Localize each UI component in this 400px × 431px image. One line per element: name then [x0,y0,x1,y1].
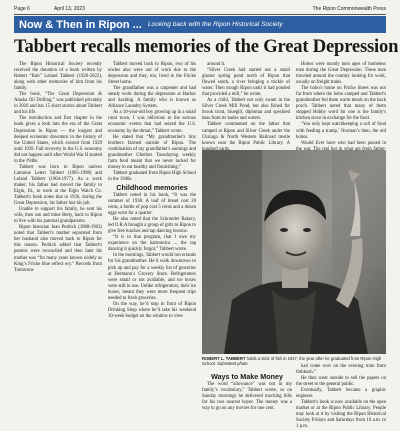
article-headline: Tabbert recalls memories of the Great Depression [14,36,399,57]
paragraph: “Silver Creek had started out a small glacier spring pond north of Ripon that flowed south, a river bringing a trickle of water. Then trough Ripon until it had ponded that provided a mill,” he wrote. [202,68,290,98]
paragraph: As a 10-year-old boy growing up in a small rural town, I was oblivious to the serious economic events that had seized the U.S. economy by the throat,” Tabbert wrote. [108,110,196,134]
paragraph: Tabbert moved back to Ripon, two of his uncles also were out of work due to the depression and they, too, lived in the Fricke Street home. [108,62,196,86]
page-number: Page 6 [14,6,30,12]
folio-line [14,5,386,15]
portrait-photo [202,150,386,354]
paragraph: Tabbert graduated from Ripon High School in the 1940s. [108,170,196,182]
paragraph: Unable to support his family, he sent his wife, then son and mine Betty, back to Ripon to live with his paternal grandparents. [14,207,102,225]
paragraph: The Ripon Historical Society recently received the donation of a book written by Robert “Bob” Leland Tabbert (1926-2022), along with other memories of him from his family. [14,62,102,92]
section-tagline: Looking back with the Ripon Historical Society [147,21,283,28]
article-column-4 [296,62,386,146]
subhead: Childhood memories [116,182,188,192]
bottom-column-4 [296,364,386,430]
section-band [14,16,386,33]
paragraph: Would Ever have who had been passed in [301,140,386,146]
paragraph: He also noted that the Schroeder Bakery, led O.R.A brought a group of girls to Ripon to give free lunches and tap dancing lessons. [108,217,197,235]
bottom-column-3-body [202,382,292,412]
paragraph: ‘You only kept watchkeeping a roll of food with feeding a tramp,’ Norman’s then, the old hobos. [296,122,386,140]
issue-date: April 13, 2023 [54,6,85,12]
paragraph: around it. [207,62,226,67]
paper-name: The Ripon Commonwealth Press [312,6,386,12]
paragraph: The introduction and first chapter in the book gives a look into the era of the Great Depression in Ripon — the longest and deepest economic downturn in the history of the United States, which existed from 1929 until 1939. Full recovery in the U.S. economy did not happen until after World War II started in the 1940s. [14,116,102,164]
paragraph: “It is to that program, that I owe my experience on the harmonica ... the tap dancing it quickly forgot,” Tabbert wrote. [108,235,196,253]
paragraph: The grandfather was a carpenter and had steady work during the depression at Harbor and Sackbig. A family who is known as Alliance Laundry System. [108,86,196,110]
portrait-photo-image [202,150,386,354]
paragraph: The book, “The Great Depression & Alaska Oil Drilling,” was published privately in 2020 and has 15 short stories about Tabbert and his life. [14,92,102,116]
paragraph: had come over on the evening train from Oshkosh.” [296,364,386,376]
paragraph: Hobos were mostly men ages of homeless men during the Great Depression. These men traveled around the country looking for work, usually on freight trains. [296,62,386,86]
paragraph: The hobo's home on Fricke Street was not far from where the hobo camped and Tabbert's grandmother fed them warm meals on the back porch. Tabbert noted that many of them stopped Hobby word for one is the family's kitchen stove in exchange for the food. [296,86,386,122]
paragraph: Tabbert noted in his book, “It was the summer of 1938. A loaf of bread cost 20 cents, a bottle of pop cost 5 cents and a dozen eggs went for a quarter. [108,192,196,217]
paragraph: Tabbert commented on the lather that camped at Ripon and Silver Creek under the Chicago & North Western Railroad trestle known near the Ripon Public Library. A [202,122,290,146]
paragraph: The word “allowance” was not in my family’s vocabulary,” Tabbert wrote, so on Sunday mornings he delivered mocking bills for his two nearest buyer. The money was a way to go on any movies for one cent. [202,382,292,412]
bottom-column-3 [202,372,292,412]
paragraph: As a child, Tabbert not only swam in the Silver Creek Mill Pond, but also fished for brook trout, bluegill, diplomat and speckled bass from its banks and waters. [202,98,290,122]
paragraph: Tabbert was born to Ripon natives Lamoine Lelert Tabbert (1905-1998) and Leland Tabbert (1904-1977). As a work maker, his father had moved the family to Elgin, Ill., to work at the Elgin Watch Co. Tabbert's book notes that in 1936, during the Great Depression, his father lost his job. [14,164,102,207]
article-column-2 [108,62,196,394]
money-subhead: Ways to Make Money [210,372,284,381]
section-kicker: Now & Then in Ripon ... [19,18,142,31]
paragraph: Tabbert's book is now available on the open market or at the Ripon Public Library. People may look at it by visiting the Ripon Historical Society Fridays and Saturdays from 10 a.m. to 1 p.m. [296,400,386,430]
article-column-3 [202,62,290,146]
caption-name: ROBERT L. TABBERT [202,356,246,361]
photo-credit: Submitted photo [217,361,248,367]
paragraph: Ripon historian Jean Pedrick (1868-1963) noted that Tabbert's mother separated from her husband also moved back to Ripon for this reason. Pedrick added that Tabbert's parents were reconciled and then later his mother was “for many years known widely as King’s Fricke blue reflect ery.” Records from Tomorrow [14,225,102,273]
paragraph: He stated that “My grandmother's tiny brothers farmed outside of Ripon. The combination of my grandfather's earnings and grandmother Ghetlers Tuesdaying weekly farm food meant that we never lacked for money to eat healthy and flourishing.” [108,134,196,170]
paragraph: Eventually, Tabbert became a graphic engineer. [296,388,386,400]
paragraph: In the mornings, Tabbert would run errands for his grandmother. He’d walk downtown to pick up and pay for a weekly list of groceries at Hermann’s Grocery Store. Refrigerators were small or not available, and ice boxes were still in use. Unlike refrigerators, their ice boxes, meant they were more frequent trips needed to fresh groceries. [108,253,196,301]
article-column-1 [14,62,102,394]
paragraph: On the way, he’d stop in front of Ripon Drinking Shop where he’d take his weekend 10-week budget on the window to view [108,301,196,319]
paragraph: He then went outside to sell the papers on the street to the general public. [296,376,386,388]
caption-text: holds a stick of fish in 1947, the year after he graduated from Ripon High School. [202,356,382,367]
